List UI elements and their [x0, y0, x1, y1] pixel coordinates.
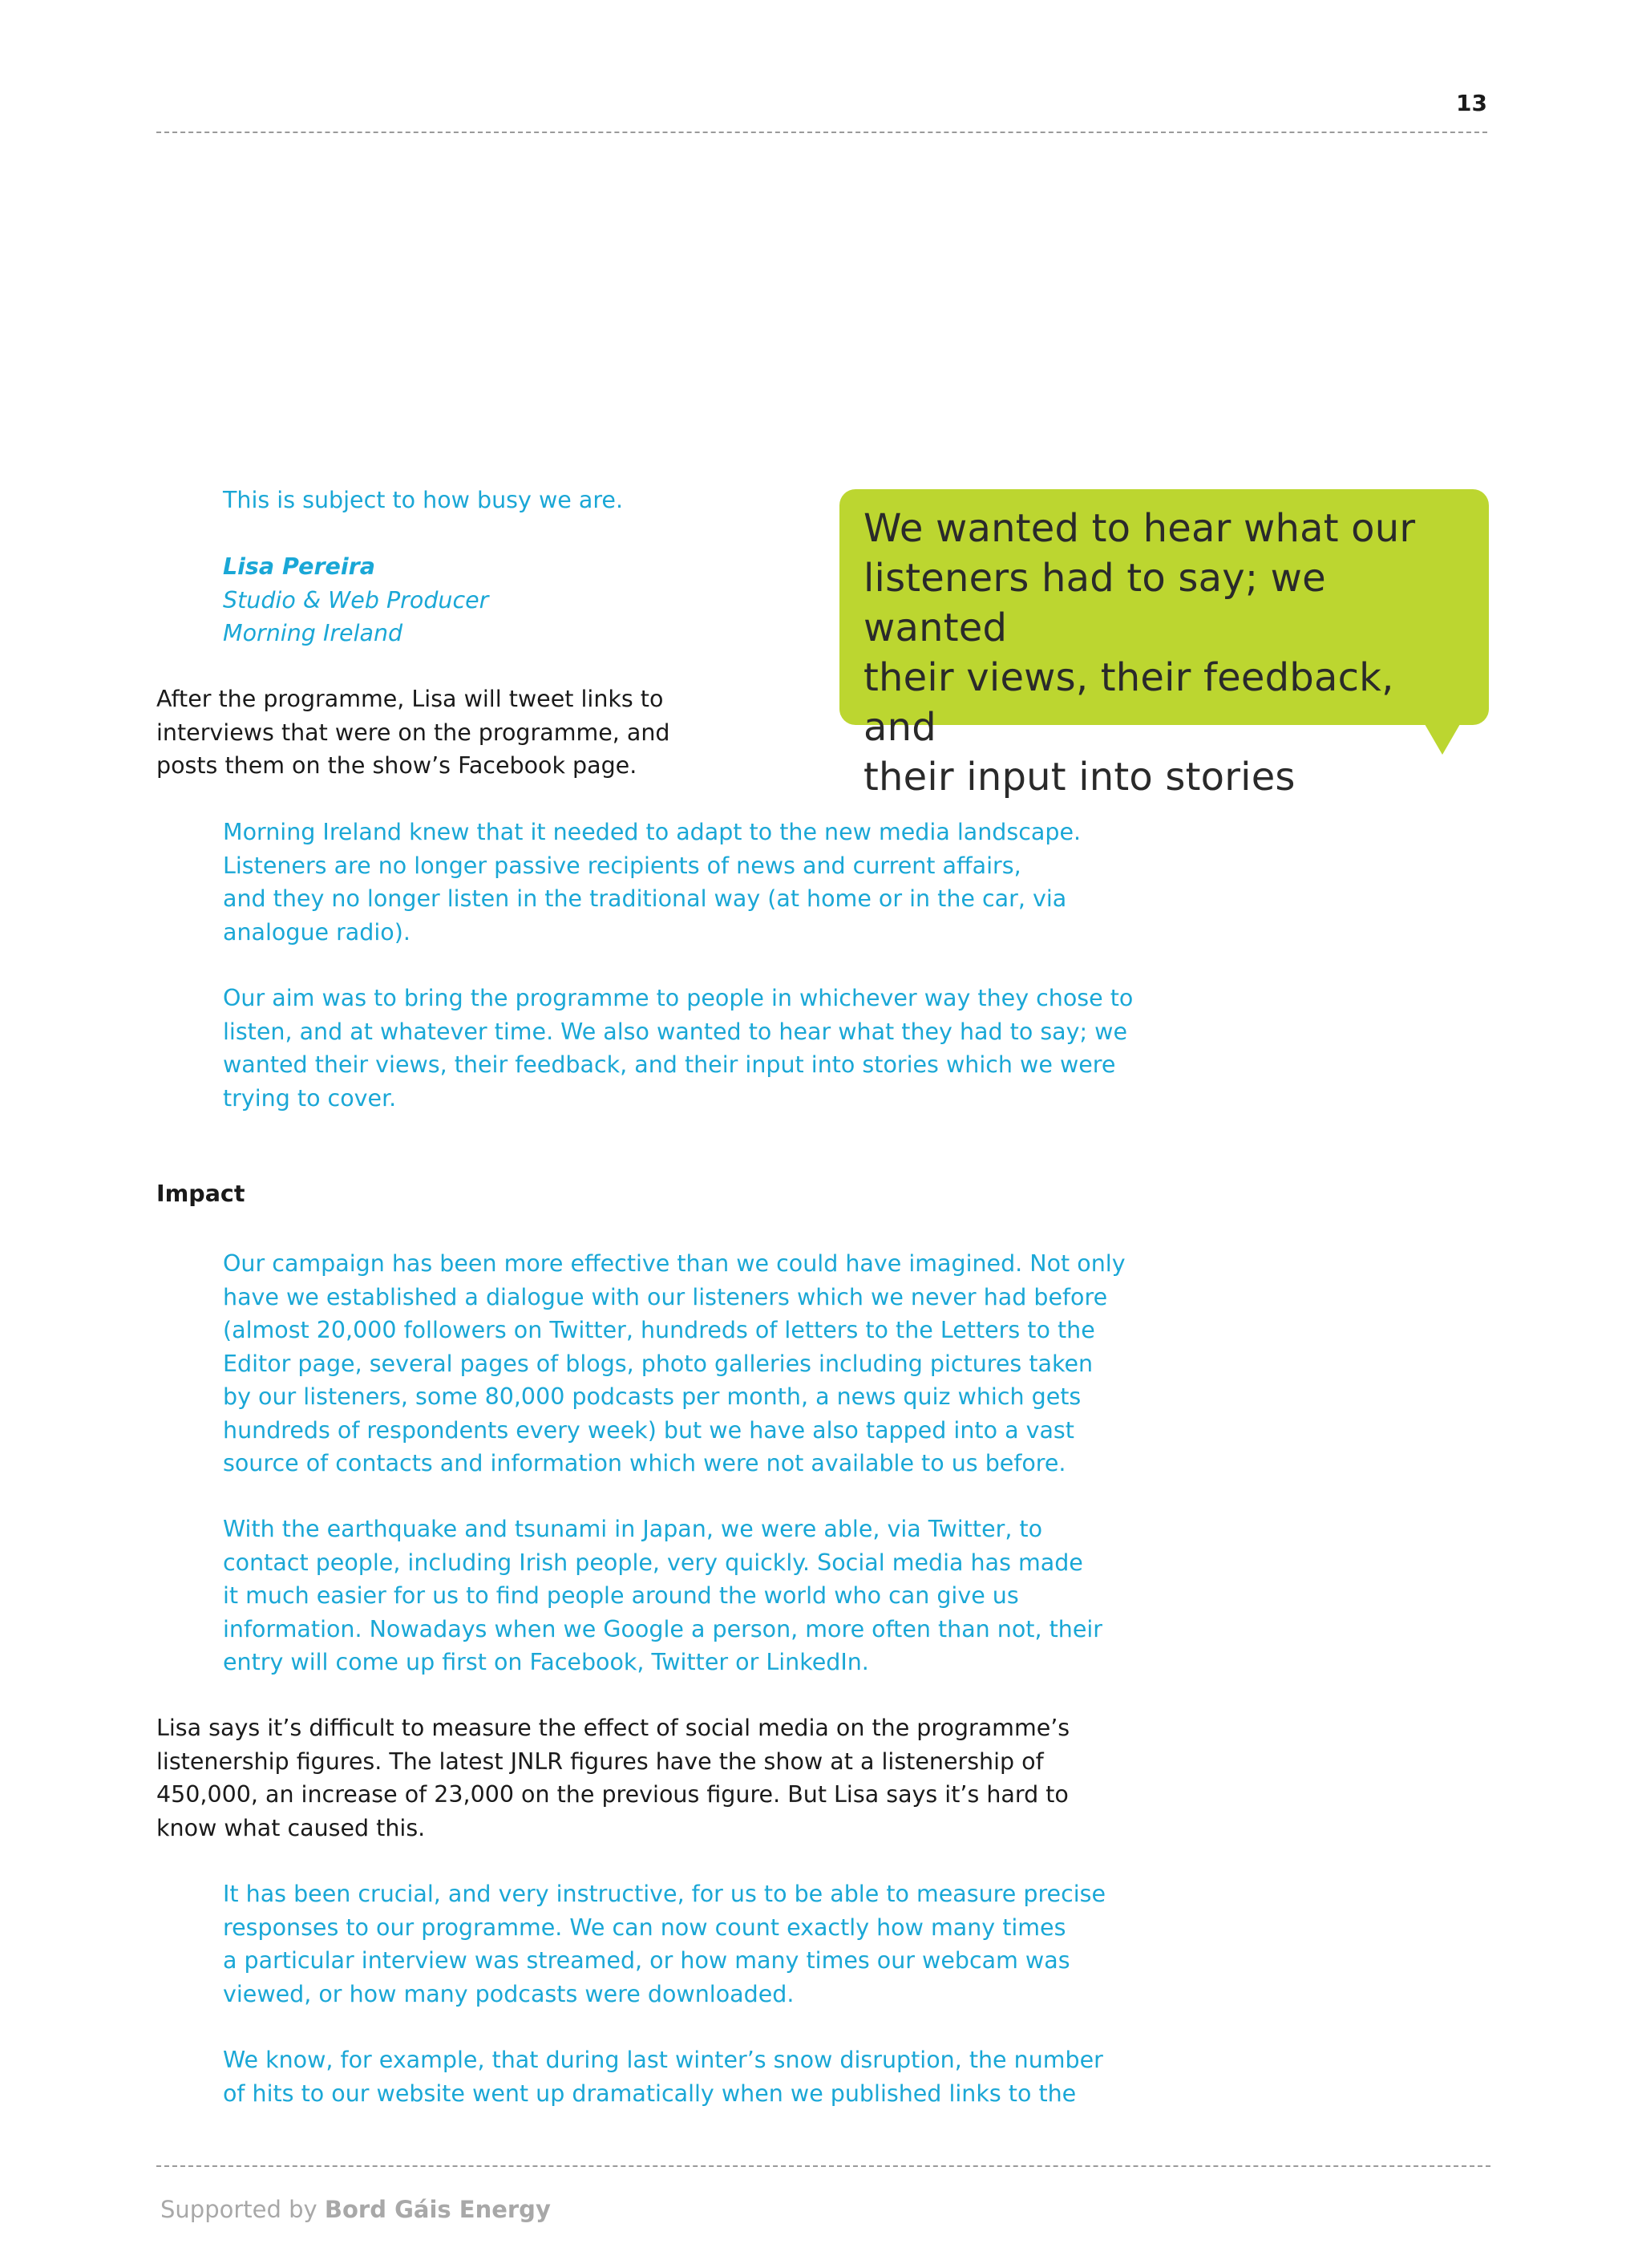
text-line: viewed, or how many podcasts were downloaded.	[223, 1980, 795, 2007]
pull-quote-text	[863, 504, 1465, 802]
quote-adapt-media-landscape	[223, 816, 1185, 949]
text-line: listenership figures. The latest JNLR figures have the show at a listenership of	[156, 1748, 1044, 1775]
text-line: Editor page, several pages of blogs, photo galleries including pictures taken	[223, 1350, 1094, 1377]
text-line: entry will come up first on Facebook, Twitter or LinkedIn.	[223, 1649, 869, 1675]
quote-earthquake-japan	[223, 1513, 1185, 1679]
callout-line: their input into stories	[863, 755, 1296, 800]
footer-prefix: Supported by	[160, 2196, 317, 2223]
text-line: of hits to our website went up dramatically when we published links to the	[223, 2080, 1077, 2107]
footer-sponsor	[160, 2196, 551, 2223]
text-line: Morning Ireland knew that it needed to adapt to the new media landscape.	[223, 819, 1082, 845]
quote-our-aim	[223, 982, 1185, 1115]
text-line: hundreds of respondents every week) but we have also tapped into a vast	[223, 1416, 1074, 1444]
quote-line: This is subject to how busy we are.	[223, 487, 624, 513]
quote-measure-responses	[223, 1877, 1185, 2011]
text-line: analogue radio).	[223, 918, 410, 946]
text-line: responses to our programme. We can now count exactly how many times	[223, 1914, 1066, 1941]
text-line: know what caused this.	[156, 1814, 426, 1841]
text-line: posts them on the show’s Facebook page.	[156, 752, 637, 779]
callout-line: their views, their feedback, and	[863, 655, 1394, 750]
text-line: a particular interview was streamed, or how many times our webcam was	[223, 1947, 1070, 1974]
page-number: 13	[1456, 90, 1487, 116]
text-line: information. Nowadays when we Google a person, more often than not, their	[223, 1615, 1102, 1642]
text-line: interviews that were on the programme, and	[156, 719, 670, 746]
callout-line: listeners had to say; we wanted	[863, 556, 1326, 650]
text-line: and they no longer listen in the traditional way (at home or in the car, via	[223, 885, 1067, 912]
text-line: (almost 20,000 followers on Twitter, hundreds of letters to the Letters to the	[223, 1317, 1095, 1343]
text-line: It has been crucial, and very instructive, for us to be able to measure precise	[223, 1881, 1106, 1907]
footer-brand: Bord Gáis Energy	[324, 2196, 551, 2223]
text-line: 450,000, an increase of 23,000 on the previous figure. But Lisa says it’s hard to	[156, 1781, 1069, 1808]
paragraph-listenership	[156, 1711, 1199, 1845]
text-line: have we established a dialogue with our listeners which we never had before	[223, 1283, 1108, 1310]
footer-divider	[156, 2165, 1490, 2167]
text-line: Lisa says it’s difficult to measure the effect of social media on the programme’s	[156, 1715, 1070, 1741]
quote-campaign-effective	[223, 1247, 1185, 1480]
text-line: Our campaign has been more effective than we could have imagined. Not only	[223, 1250, 1126, 1277]
callout-line: We wanted to hear what our	[863, 506, 1416, 551]
attribution-name: Lisa Pereira	[223, 553, 375, 580]
attribution-show: Morning Ireland	[223, 620, 403, 646]
callout-tail	[1425, 724, 1460, 755]
text-line: We know, for example, that during last winter’s snow disruption, the number	[223, 2047, 1103, 2073]
section-heading-impact: Impact	[156, 1181, 245, 1207]
text-line: After the programme, Lisa will tweet links to	[156, 686, 664, 712]
text-line: listen, and at whatever time. We also wanted to hear what they had to say; we	[223, 1018, 1128, 1045]
attribution-role: Studio & Web Producer	[223, 586, 489, 614]
text-line: wanted their views, their feedback, and their input into stories which we were	[223, 1051, 1116, 1078]
text-line: Our aim was to bring the programme to people in whichever way they chose to	[223, 985, 1134, 1011]
text-line: it much easier for us to find people around the world who can give us	[223, 1582, 1019, 1609]
header-divider	[156, 132, 1487, 133]
text-line: With the earthquake and tsunami in Japan, we were able, via Twitter, to	[223, 1516, 1043, 1542]
text-line: trying to cover.	[223, 1084, 397, 1112]
pull-quote-callout	[839, 489, 1489, 800]
text-line: source of contacts and information which were not available to us before.	[223, 1450, 1066, 1476]
quote-snow-disruption	[223, 2043, 1185, 2110]
text-line: Listeners are no longer passive recipients of news and current affairs,	[223, 852, 1021, 879]
text-line: by our listeners, some 80,000 podcasts per month, a news quiz which gets	[223, 1383, 1082, 1410]
text-line: contact people, including Irish people, very quickly. Social media has made	[223, 1549, 1083, 1576]
paragraph-after-programme	[156, 682, 878, 783]
